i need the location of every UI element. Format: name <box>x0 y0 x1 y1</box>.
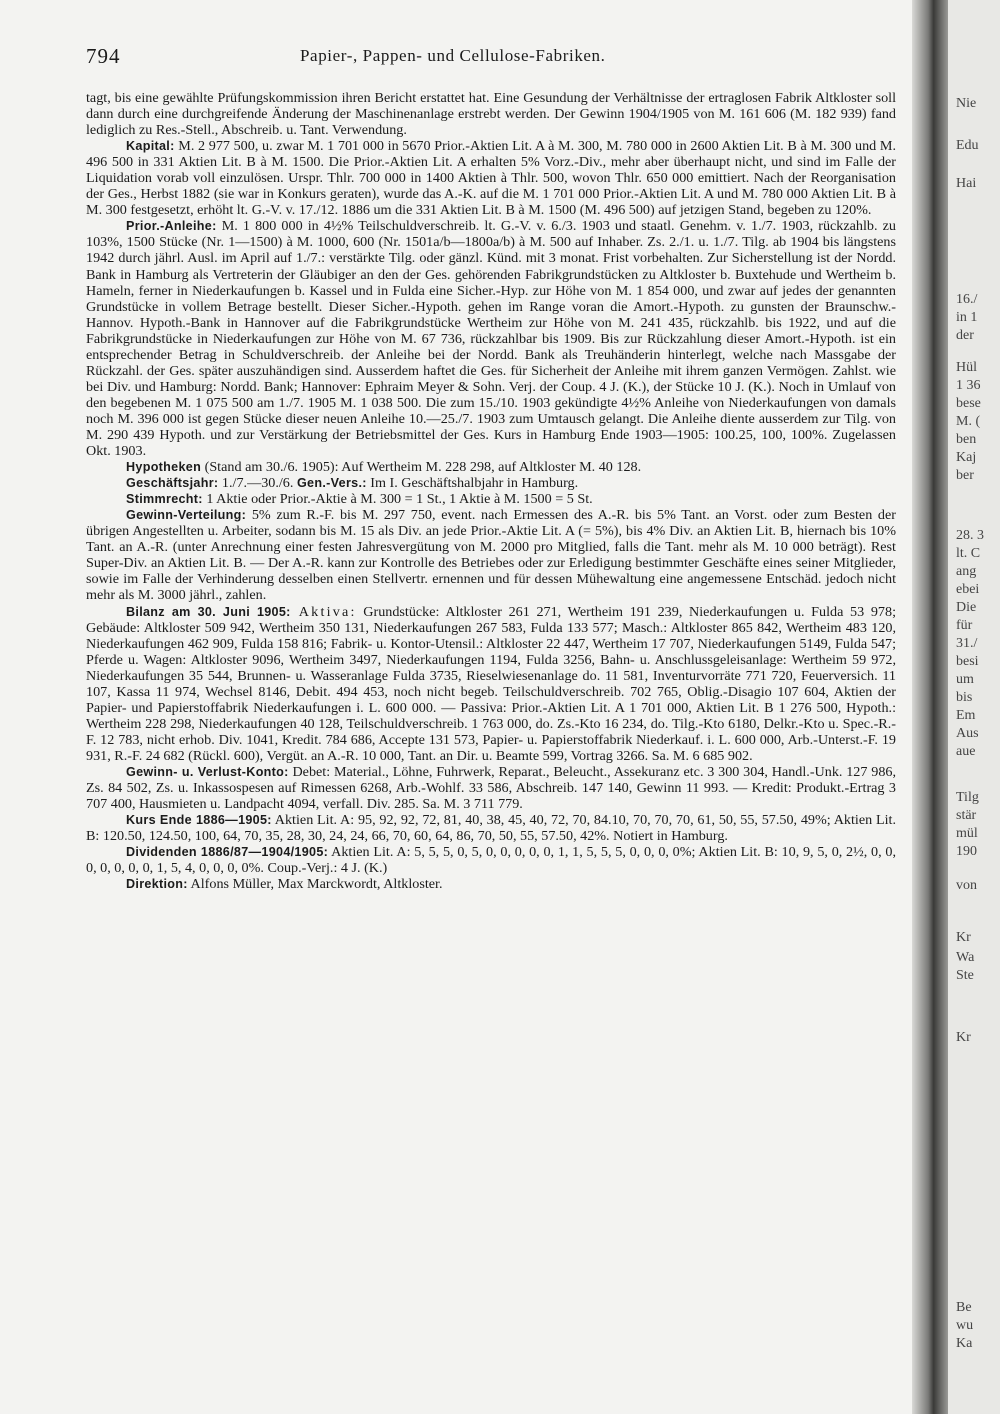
paragraph-text: M. 2 977 500, u. zwar M. 1 701 000 in 5670 Prior.-Aktien Lit. A à M. 300, M. 780 000 in 2600 Aktien Lit. B à M. 300 und M. 496 500 in 331 Aktien Lit. B à M. 1500. Die Prior.-Aktien Lit. A erhalten 5% Vorz.-Div., mehr aber überhaupt nicht, und sind im Falle der Liquidation vorab voll einzulösen. Urspr. Thlr. 700 000 in 1400 Aktien à Thlr. 500, wovon Thlr. 650 000 emittiert. Nach der Reorganisation der Ges., Herbst 1882 (sie war in Konkurs geraten), wurde das A.-K. auf die M. 1 701 000 Prior.-Aktien Lit. A und M. 780 000 Aktien Lit. B à M. 300 festgesetzt, erhöht lt. G.-V. v. 17./12. 1886 um die 331 Aktien Lit. B à M. 1500 (M. 496 500) auf jetzigen Stand, begeben zu 120%. <box>86 138 896 219</box>
edge-fragment: stär <box>956 808 977 823</box>
edge-fragment: mül <box>956 826 978 841</box>
section-label: Gen.-Vers.: <box>296 476 367 491</box>
paragraph-text: Debet: Material., Löhne, Fuhrwerk, Reparat., Beleucht., Assekuranz etc. 3 300 304, Handl.-Unk. 127 986, Zs. 84 502, Zs. u. Inkassospesen auf Rimessen 6268, Arb.-Wohlf. 33 586, Abschreib. 147 140, Gewinn 11 993. — Kredit: Produkt.-Ertrag 3 707 400, Hausmieten u. Landpacht 4094, verfall. Div. 285. Sa. M. 3 711 779. <box>86 763 896 813</box>
paragraph-kapital <box>86 138 896 218</box>
edge-fragment: besi <box>956 654 979 669</box>
paragraph-kurs <box>86 812 896 844</box>
paragraph-text: Alfons Müller, Max Marckwordt, Altkloster. <box>187 876 443 893</box>
section-label: Prior.-Anleihe: <box>126 219 217 234</box>
page-header <box>86 44 896 74</box>
section-label: Kapital: <box>126 139 175 154</box>
edge-fragment: Die <box>956 600 977 615</box>
section-label: Gewinn- u. Verlust-Konto: <box>126 764 289 779</box>
running-title: Papier-, Pappen- und Cellulose-Fabriken. <box>300 46 606 65</box>
paragraph-direktion <box>86 876 896 892</box>
section-label: Stimmrecht: <box>126 492 203 507</box>
section-label: Dividenden 1886/87—1904/1905: <box>126 845 329 860</box>
edge-fragment: bis <box>956 690 973 705</box>
paragraph-prior-anleihe <box>86 218 896 459</box>
page-number: 794 <box>86 44 121 68</box>
edge-fragment: ebei <box>956 582 980 597</box>
edge-fragment: wu <box>956 1318 974 1333</box>
edge-fragment: Be <box>956 1300 972 1315</box>
edge-fragment: Kaj <box>956 450 977 465</box>
edge-fragment: aue <box>956 744 976 759</box>
paragraph-text: 1 Aktie oder Prior.-Aktie à M. 300 = 1 St., 1 Aktie à M. 1500 = 5 St. <box>202 491 593 508</box>
edge-fragment: Em <box>956 708 976 723</box>
edge-fragment: 190 <box>956 844 977 859</box>
paragraph-gewinn-verteilung <box>86 507 896 603</box>
section-label: Hypotheken <box>126 460 202 475</box>
paragraph-text: Aktien Lit. A: 5, 5, 5, 0, 5, 0, 0, 0, 0, 0, 1, 1, 5, 5, 5, 0, 0, 0, 0%; Aktien Lit. B: 10, 9, 5, 0, 2½, 0, 0, 0, 0, 0, 0, 0, 1, 5, 4, 0, 0, 0, 0%. Coup.-Verj.: 4 J. (K.) <box>86 844 896 877</box>
edge-fragment: für <box>956 618 973 633</box>
edge-fragment: Kr <box>956 1030 971 1045</box>
paragraph-text: 5% zum R.-F. bis M. 297 750, event. nach Ermessen des A.-R. bis 5% Tant. an Vorst. oder zum Besten der übrigen Angestellten u. Arbeiter, sodann bis M. 15 als Div. an jede Prior.-Aktie Lit. A (= 5%), bis 4% Div. an Aktien Lit. B, hiernach bis 10% Tant. an A.-R. (unter Anrechnung einer festen Jahresvergütung von M. 2000 pro Mitglied, falls die Tant. mehr als M. 10 000 beträgt). Rest Super-Div. an Aktien Lit. B. — Der A.-R. kann zur Kontrolle des Betriebes oder zur Erledigung bestimmter Geschäfte eines seiner Mitglieder, sowie im Falle der Verhinderung desselben einen Stellvertr. ernennen und für dessen Mühewaltung eine angemessene Entschäd. jedoch nicht mehr als M. 3000 jährl., zahlen. <box>86 507 896 604</box>
section-label: Geschäftsjahr: <box>126 476 219 491</box>
paragraph-text: tagt, bis eine gewählte Prüfungskommission ihren Bericht erstattet hat. Eine Gesundung der Verhältnisse der ertraglosen Fabrik Altkloster soll dann durch eine durchgreifende Änderung der Maschinenanlage erstrebt werden. Der Gewinn 1904/1905 von M. 161 606 (M. 182 939) fand lediglich zu Res.-Stell., Abschreib. u. Tant. Verwendung. <box>86 90 896 139</box>
paragraph-text: 1./7.—30./6. <box>218 475 297 492</box>
edge-fragment: 31./ <box>956 636 978 651</box>
paragraph-bilanz <box>86 604 896 764</box>
spaced-heading: Aktiva: <box>290 603 357 620</box>
paragraph-text: Aktien Lit. A: 95, 92, 92, 72, 81, 40, 38, 45, 40, 72, 70, 84.10, 70, 70, 70, 61, 50, 55, 57.50, 49%; Aktien Lit. B: 120.50, 124.50, 100, 64, 70, 35, 28, 30, 24, 24, 66, 70, 60, 64, 86, 70, 50, 55, 57.50, 42%. Notiert in Hamburg. <box>86 812 896 845</box>
edge-fragment: 28. 3 <box>956 528 984 543</box>
paragraph-gewinn-verlust <box>86 764 896 812</box>
edge-fragment: Hül <box>956 360 977 375</box>
article-body <box>86 90 896 892</box>
edge-fragment: Nie <box>956 96 977 111</box>
section-label: Gewinn-Verteilung: <box>126 508 247 523</box>
paragraph-text: (Stand am 30./6. 1905): Auf Wertheim M. 228 298, auf Altkloster M. 40 128. <box>201 459 642 476</box>
edge-fragment: Hai <box>956 176 977 191</box>
edge-fragment: in 1 <box>956 310 978 325</box>
edge-fragment: Ka <box>956 1336 973 1351</box>
paragraph-hypotheken <box>86 459 896 475</box>
edge-fragment: Edu <box>956 138 979 153</box>
paragraph-text: M. 1 800 000 in 4½% Teilschuldverschreib. lt. G.-V. v. 6./3. 1903 und staatl. Genehm. v. 1./7. 1903, rückzahlb. zu 103%, 1500 Stücke (Nr. 1—1500) à M. 1000, 600 (Nr. 1501a/b—1800a/b) à M. 500 auf Inhaber. Zs. 2./1. u. 1./7. Tilg. ab 1904 bis längstens 1942 durch jährl. Ausl. im April auf 1./7.: verstärkte Tilg. oder gänzl. Künd. mit 3 monat. Frist vorbehalten. Zur Sicherstellung ist der Nordd. Bank in Hamburg als Vertreterin der Gläubiger an den der Ges. gehörenden Fabrikgrundstücken zu Altkloster b. Buxtehude und Wertheim b. Hameln, ferner in Niederkaufungen b. Kassel und in Fulda eine Sicher.-Hyp. zur Höhe von M. 1 854 000, und zwar auf jedes der genannten Grundstücke in vollem Betrage bestellt. Dieser Sicher.-Hypoth. gehen im Range voran die Amort.-Hypoth. zu gunsten der Braunschw.-Hannov. Hypoth.-Bank in Hannover auf die Fabrikgrundstücke Wertheim zur Höhe von M. 241 435, rückzahlb. bis 1922, und auf die Fabrikgrundstücke in Niederkaufungen zur Höhe von M. 67 736, rückzahlbar bis 1909. Bis zur Rückzahlung dieser Amort.-Hypoth. ist ein entsprechender Betrag in Schuldverschreib. der Anleihe bei der Nordd. Bank als Treuhänderin hinterlegt, welche nach Massgabe der Rückzahl. der Ges. später auszuhändigen sind. Ausserdem haftet die Ges. für Sicherheit der Anleihe mit ihrem ganzen Vermögen. Zahlst. wie bei Div. und Hamburg: Nordd. Bank; Hannover: Ephraim Meyer & Sohn. Verj. der Coup. 4 J. (K.), der Stücke 10 J. (K.). Noch in Umlauf von den begebenen M. 1 075 500 am 1./7. 1905 M. 1 038 500. Die zum 15./10. 1903 gekündigte 4½% Anleihe von Niederkaufungen von damals noch M. 396 000 ist gegen Stücke dieser neuen Anleihe 10.—25./7. 1903 zum Umtausch gelangt. Die Anleihe diente ausserdem zur Tilg. von M. 290 439 Hypoth. und zur Verstärkung der Betriebsmittel der Ges. Kurs in Hamburg Ende 1903—1905: 100.25, 100, 100%. Zugelassen Okt. 1903. <box>86 218 896 460</box>
paragraph-text: Im I. Geschäftshalbjahr in Hamburg. <box>366 475 579 492</box>
edge-fragment: Wa <box>956 950 975 965</box>
section-label: Direktion: <box>126 877 188 892</box>
section-label: Bilanz am 30. Juni 1905: <box>126 604 291 619</box>
edge-fragment: 16./ <box>956 292 978 307</box>
facing-page-edge <box>948 0 1000 1414</box>
edge-fragment: Aus <box>956 726 979 741</box>
paragraph-intro <box>86 90 896 138</box>
edge-fragment: bese <box>956 396 981 411</box>
edge-fragment: lt. C <box>956 546 981 561</box>
edge-fragment: von <box>956 878 977 893</box>
edge-fragment: der <box>956 328 974 343</box>
edge-fragment: Ste <box>956 968 974 983</box>
edge-fragment: ber <box>956 468 974 483</box>
paragraph-stimmrecht <box>86 491 896 507</box>
edge-fragment: ben <box>956 432 977 447</box>
edge-fragment: 1 36 <box>956 378 981 393</box>
edge-fragment: Tilg <box>956 790 979 805</box>
edge-fragment: um <box>956 672 974 687</box>
edge-fragment: Kr <box>956 930 971 945</box>
paragraph-geschaeftsjahr <box>86 475 896 491</box>
book-gutter-shadow <box>912 0 948 1414</box>
paragraph-text: Grundstücke: Altkloster 261 271, Wertheim 191 239, Niederkaufungen u. Fulda 53 978; Gebäude: Altkloster 509 942, Wertheim 350 131, Niederkaufungen 267 583, Fulda 133 577; Masch.: Altkloster 865 842, Wertheim 483 120, Niederkaufungen 462 909, Fulda 158 816; Fabrik- u. Kontor-Utensil.: Altkloster 22 447, Wertheim 17 707, Niederkaufungen 5149, Fulda 547; Pferde u. Wagen: Altkloster 9096, Wertheim 3497, Niederkaufungen 1194, Fulda 3256, Bahn- u. Anschlussgeleisanlage: Wertheim 59 972, Niederkaufungen 35 544, Brunnen- u. Wasseranlage Fulda 3735, Rieselwiesenanlage do. 11 581, Inventurvorräte 771 720, Feuerversich. 11 107, Kassa 11 974, Wechsel 8146, Debit. 494 453, noch nicht begeb. Teilschuldverschreib. 702 765, Oblig.-Disagio 107 604, Aktien der Papier- und Papierstoffabrik Niederkaufungen i. L. 600 000. — Passiva: Prior.-Aktien Lit. A 1 701 000, Aktien Lit. B 1 276 500, Hypoth.: Wertheim 228 298, Niederkaufungen 40 128, Teilschuldverschreib. 1 763 000, do. Zs.-Kto 16 234, do. Tilg.-Kto 6180, Delkr.-Kto u. Spec.-R.-F. 12 783, nicht erhob. Div. 1041, Kredit. 784 686, Accepte 131 573, Papier- u. Papierstoffabrik Niederkauf. i. L. 600 000, Arb.-Unterst.-F. 19 931, R.-F. 24 682 (Rückl. 600), Vergüt. an A.-R. 10 000, Tant. an Dir. u. Beamte 599, Vortrag 3266. Sa. M. 6 685 902. <box>86 603 896 764</box>
edge-fragment: ang <box>956 564 977 579</box>
paragraph-dividenden <box>86 844 896 876</box>
edge-fragment: M. ( <box>956 414 981 429</box>
section-label: Kurs Ende 1886—1905: <box>126 813 272 828</box>
